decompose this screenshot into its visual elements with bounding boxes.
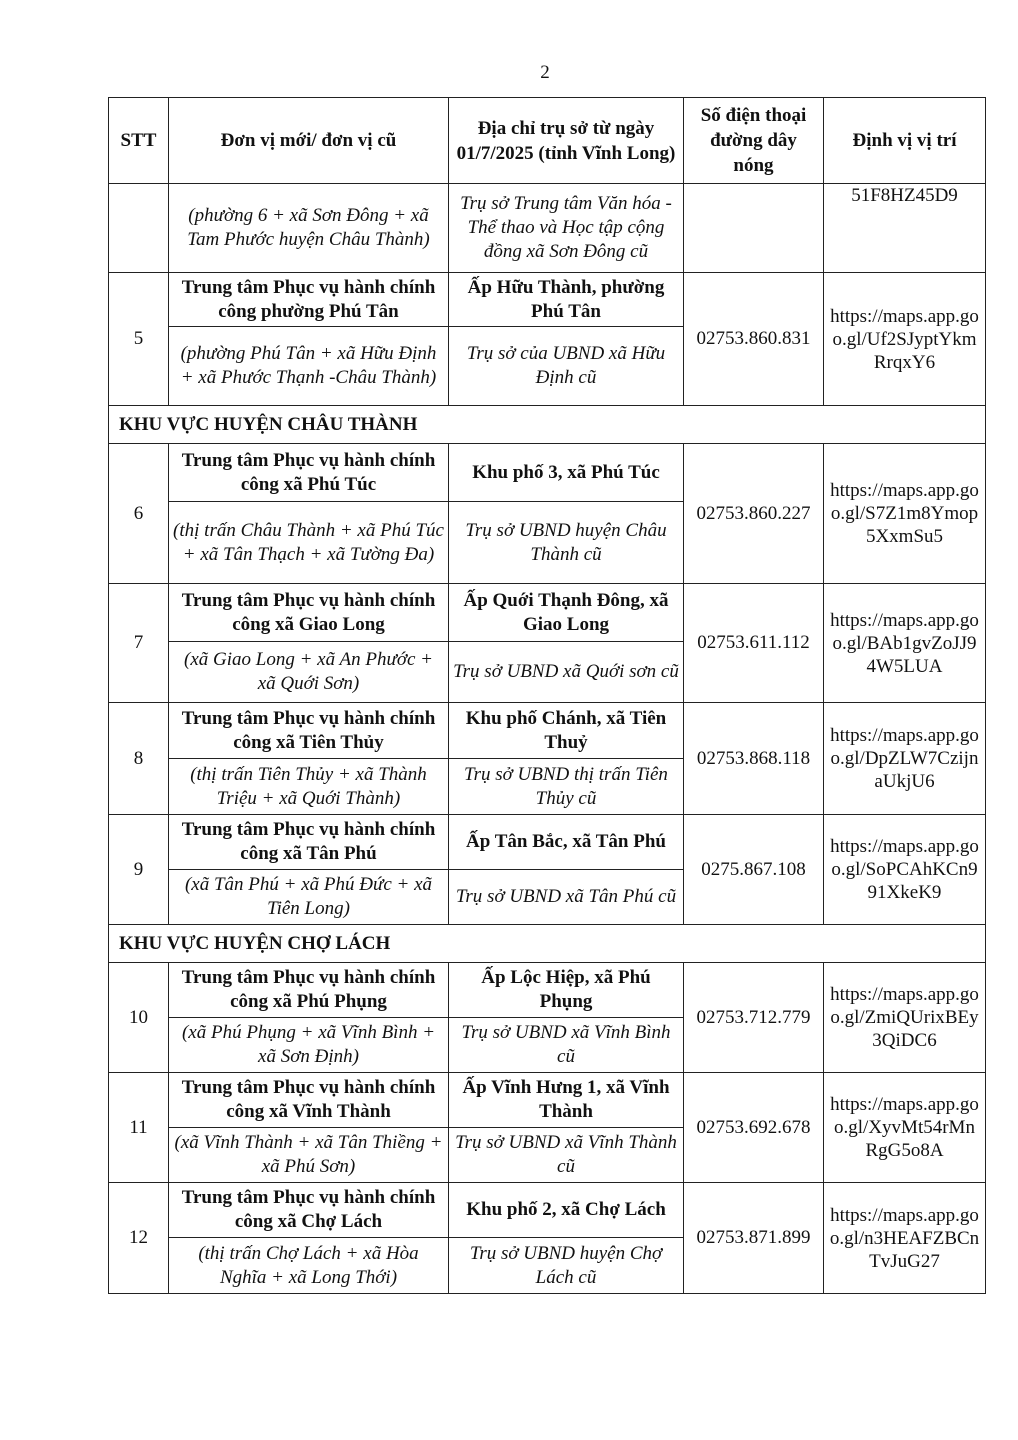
stt-cell: 7	[109, 584, 169, 703]
address-old-cell: Trụ sở UBND huyện Chợ Lách cũ	[449, 1238, 684, 1294]
stt-cell: 8	[109, 703, 169, 815]
table-row	[109, 273, 986, 327]
stt-cell: 5	[109, 273, 169, 406]
phone-cell: 02753.712.779	[684, 963, 824, 1073]
address-old-cell: Trụ sở UBND xã Vĩnh Bình cũ	[449, 1018, 684, 1073]
phone-cell: 02753.871.899	[684, 1183, 824, 1294]
header-address: Địa chỉ trụ sở từ ngày 01/7/2025 (tỉnh Vĩnh Long)	[449, 98, 684, 184]
unit-old-cell: (phường Phú Tân + xã Hữu Định + xã Phước Thạnh -Châu Thành)	[169, 327, 449, 406]
unit-old-cell: (xã Giao Long + xã An Phước + xã Quới Sơn)	[169, 642, 449, 703]
address-old-cell: Trụ sở của UBND xã Hữu Định cũ	[449, 327, 684, 406]
unit-old-cell: (phường 6 + xã Sơn Đông + xã Tam Phước huyện Châu Thành)	[169, 184, 449, 273]
address-old-cell: Trụ sở UBND xã Quới sơn cũ	[449, 642, 684, 703]
location-link[interactable]: https://maps.app.goo.gl/XyvMt54rMnRgG5o8A	[824, 1073, 986, 1183]
address-new-cell: Ấp Quới Thạnh Đông, xã Giao Long	[449, 584, 684, 642]
section-row	[109, 406, 986, 444]
header-phone: Số điện thoại đường dây nóng	[684, 98, 824, 184]
unit-new-cell: Trung tâm Phục vụ hành chính công xã Phú Túc	[169, 444, 449, 502]
location-link[interactable]: https://maps.app.goo.gl/Uf2SJyptYkmRrqxY6	[824, 273, 986, 406]
address-new-cell: Khu phố 3, xã Phú Túc	[449, 444, 684, 502]
phone-cell: 02753.611.112	[684, 584, 824, 703]
table-row	[109, 184, 986, 273]
unit-new-cell: Trung tâm Phục vụ hành chính công xã Giao Long	[169, 584, 449, 642]
header-location: Định vị vị trí	[824, 98, 986, 184]
service-centers-table	[108, 97, 986, 1294]
location-cell: 51F8HZ45D9	[824, 184, 986, 273]
location-link[interactable]: https://maps.app.goo.gl/DpZLW7CzijnaUkjU6	[824, 703, 986, 815]
unit-new-cell: Trung tâm Phục vụ hành chính công xã Phú Phụng	[169, 963, 449, 1018]
page-number: 2	[540, 62, 550, 83]
table-row	[109, 963, 986, 1018]
unit-new-cell: Trung tâm Phục vụ hành chính công xã Tân Phú	[169, 815, 449, 870]
location-link[interactable]: https://maps.app.goo.gl/S7Z1m8Ymop5XxmSu5	[824, 444, 986, 584]
stt-cell: 9	[109, 815, 169, 925]
stt-cell: 12	[109, 1183, 169, 1294]
unit-new-cell: Trung tâm Phục vụ hành chính công xã Tiên Thủy	[169, 703, 449, 759]
table-header-row	[109, 98, 986, 184]
unit-old-cell: (xã Vĩnh Thành + xã Tân Thiềng + xã Phú Sơn)	[169, 1128, 449, 1183]
unit-old-cell: (xã Tân Phú + xã Phú Đức + xã Tiên Long)	[169, 870, 449, 925]
location-link[interactable]: https://maps.app.goo.gl/n3HEAFZBCnTvJuG27	[824, 1183, 986, 1294]
table-row	[109, 584, 986, 642]
section-heading: KHU VỰC HUYỆN CHÂU THÀNH	[109, 406, 986, 444]
address-new-cell: Ấp Hữu Thành, phường Phú Tân	[449, 273, 684, 327]
address-new-cell: Ấp Vĩnh Hưng 1, xã Vĩnh Thành	[449, 1073, 684, 1128]
phone-cell: 02753.692.678	[684, 1073, 824, 1183]
address-new-cell: Ấp Tân Bắc, xã Tân Phú	[449, 815, 684, 870]
phone-cell: 02753.860.227	[684, 444, 824, 584]
phone-cell	[684, 184, 824, 273]
table-row	[109, 1073, 986, 1128]
address-old-cell: Trụ sở Trung tâm Văn hóa - Thể thao và Học tập cộng đồng xã Sơn Đông cũ	[449, 184, 684, 273]
section-heading: KHU VỰC HUYỆN CHỢ LÁCH	[109, 925, 986, 963]
location-link[interactable]: https://maps.app.goo.gl/BAb1gvZoJJ94W5LUA	[824, 584, 986, 703]
section-row	[109, 925, 986, 963]
stt-cell	[109, 184, 169, 273]
location-link[interactable]: https://maps.app.goo.gl/SoPCAhKCn991XkeK9	[824, 815, 986, 925]
unit-old-cell: (thị trấn Chợ Lách + xã Hòa Nghĩa + xã Long Thới)	[169, 1238, 449, 1294]
table-row	[109, 444, 986, 502]
table-row	[109, 703, 986, 759]
stt-cell: 11	[109, 1073, 169, 1183]
stt-cell: 10	[109, 963, 169, 1073]
stt-cell: 6	[109, 444, 169, 584]
address-new-cell: Ấp Lộc Hiệp, xã Phú Phụng	[449, 963, 684, 1018]
table-row	[109, 815, 986, 870]
address-old-cell: Trụ sở UBND xã Tân Phú cũ	[449, 870, 684, 925]
address-new-cell: Khu phố 2, xã Chợ Lách	[449, 1183, 684, 1238]
table-row	[109, 1183, 986, 1238]
address-old-cell: Trụ sở UBND xã Vĩnh Thành cũ	[449, 1128, 684, 1183]
address-old-cell: Trụ sở UBND thị trấn Tiên Thủy cũ	[449, 759, 684, 815]
unit-new-cell: Trung tâm Phục vụ hành chính công phường Phú Tân	[169, 273, 449, 327]
unit-old-cell: (thị trấn Tiên Thủy + xã Thành Triệu + xã Quới Thành)	[169, 759, 449, 815]
phone-cell: 0275.867.108	[684, 815, 824, 925]
unit-new-cell: Trung tâm Phục vụ hành chính công xã Vĩnh Thành	[169, 1073, 449, 1128]
unit-new-cell: Trung tâm Phục vụ hành chính công xã Chợ Lách	[169, 1183, 449, 1238]
address-old-cell: Trụ sở UBND huyện Châu Thành cũ	[449, 502, 684, 584]
address-new-cell: Khu phố Chánh, xã Tiên Thuỷ	[449, 703, 684, 759]
unit-old-cell: (thị trấn Châu Thành + xã Phú Túc + xã Tân Thạch + xã Tường Đa)	[169, 502, 449, 584]
header-stt: STT	[109, 98, 169, 184]
header-unit: Đơn vị mới/ đơn vị cũ	[169, 98, 449, 184]
location-link[interactable]: https://maps.app.goo.gl/ZmiQUrixBEy3QiDC6	[824, 963, 986, 1073]
phone-cell: 02753.860.831	[684, 273, 824, 406]
phone-cell: 02753.868.118	[684, 703, 824, 815]
unit-old-cell: (xã Phú Phụng + xã Vĩnh Bình + xã Sơn Định)	[169, 1018, 449, 1073]
